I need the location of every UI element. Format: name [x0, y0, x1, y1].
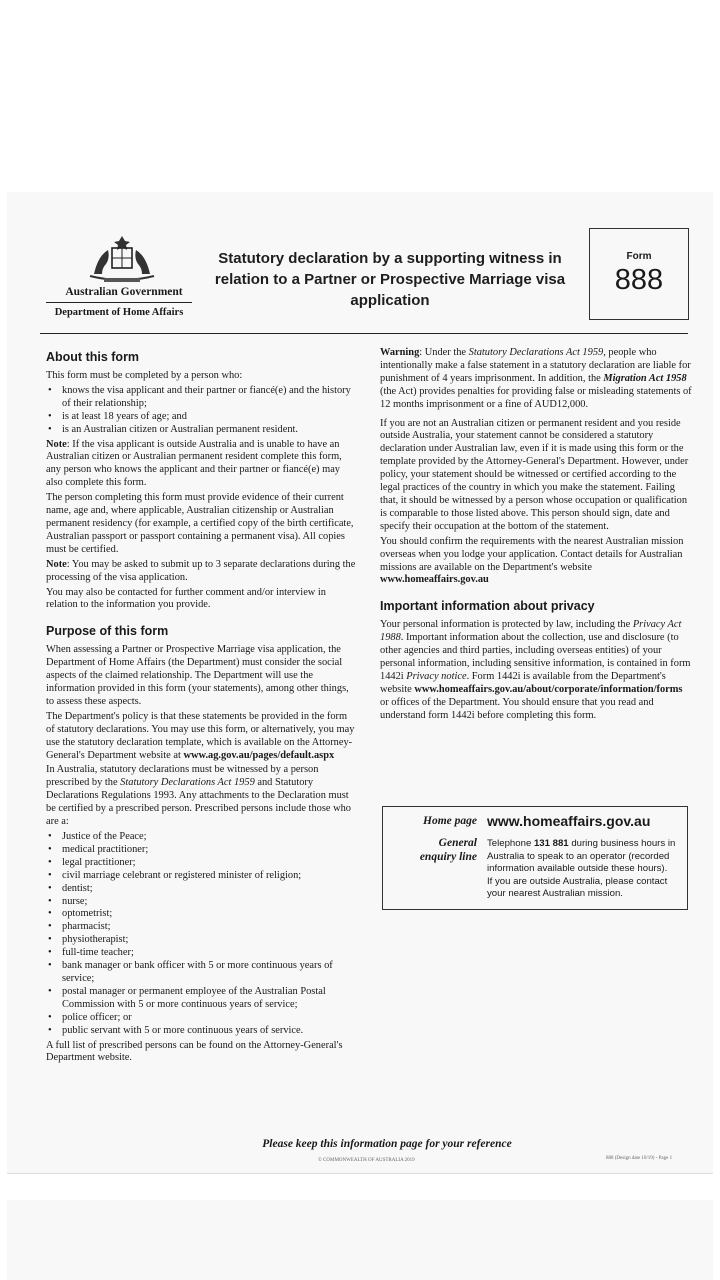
privacy-heading: Important information about privacy	[380, 599, 595, 614]
footer-note	[7, 1138, 720, 1150]
outside-text: You should confirm the requirements with the nearest Australian mission overseas when you lodge your application. Contact details for Australian missions are available on the Department's website	[380, 535, 684, 573]
warning-text: (the Act) provides penalties for providing false or misleading statements of 12 months imprisonment or a fine of AUD12,000.	[380, 385, 692, 410]
list-item: • optometrist;	[46, 908, 358, 921]
purpose-para-2	[46, 711, 358, 763]
about-intro: This form must be completed by a person who:	[46, 370, 243, 381]
home-page-link[interactable]: www.homeaffairs.gov.au	[487, 813, 651, 829]
purpose-text: and Statutory Declarations Regulations 1993. Any attachments to the Declaration must be certified by a prescribed person. Prescribed persons include those who are a:	[46, 777, 351, 828]
list-item: • police officer; or	[46, 1012, 358, 1025]
header-rule	[40, 333, 688, 334]
list-item: • knows the visa applicant and their partner or fiancé(e) and the history of their relationship;	[46, 385, 358, 411]
header-divider	[46, 302, 192, 303]
privacy-text: Your personal information is protected by law, including the	[380, 619, 631, 631]
purpose-para-4: A full list of prescribed persons can be found on the Attorney-General's Department website.	[46, 1039, 343, 1064]
department-name: Department of Home Affairs	[54, 307, 184, 318]
ag-link[interactable]: www.ag.gov.au/pages/default.aspx	[183, 749, 335, 761]
homeaffairs-link[interactable]: www.homeaffairs.gov.au	[380, 574, 489, 586]
purpose-para-3	[46, 764, 358, 829]
privacy-notice: Privacy notice	[406, 670, 467, 682]
enquiry-label-2: enquiry line	[419, 851, 477, 863]
note-label: Note	[46, 438, 67, 450]
purpose-text: In Australia, statutory declarations must be witnessed by a person prescribed by the	[46, 764, 319, 789]
outside-para-1: If you are not an Australian citizen or permanent resident and you reside outside Australia, your statement cannot be considered a statutory declaration under Australian law, even if it is made using this form or the template provided by the Attorney-General's Department. However, under policy, your statement should be witnessed or certified according to the legal practices of the country in which you make the statement. Failing that, it should be witnessed by a person whose occupation or qualification is comparable to those listed above. This person should sign, date and specify their occupation at the bottom of the statement.	[380, 417, 689, 532]
copyright: © COMMONWEALTH OF AUSTRALIA 2019	[318, 1158, 415, 1163]
enquiry-text: during business hours in Australia to speak to an operator (recorded information available outside these hours).	[487, 838, 676, 875]
warning-text: , people who intentionally make a false statement in a statutory declaration are liable for punishment of 4 years imprisonment. In addition, the	[380, 347, 691, 384]
enquiry-text: Telephone	[487, 838, 532, 849]
eligibility-list	[46, 385, 358, 437]
form-label: Form	[626, 251, 652, 262]
list-item: • civil marriage celebrant or registered minister of religion;	[46, 870, 358, 883]
purpose-heading: Purpose of this form	[46, 624, 169, 639]
form-number: 888	[614, 264, 664, 296]
home-page-label: Home page	[423, 815, 477, 827]
list-item: • legal practitioner;	[46, 857, 358, 870]
list-item: • dentist;	[46, 883, 358, 896]
warning-label: Warning	[380, 347, 420, 358]
enquiry-text: If you are outside Australia, please contact your nearest Australian mission.	[487, 875, 668, 900]
government-name: Australian Government	[65, 286, 183, 298]
about-contact: You may also be contacted for further comment and/or interview in relation to the information you provide.	[46, 586, 326, 611]
privacy-paragraph	[380, 619, 692, 722]
note-text: : You may be asked to submit up to 3 separate declarations during the processing of the visa application.	[46, 558, 356, 583]
note-text: : If the visa applicant is outside Australia and is unable to have an Australian citizen or Australian permanent resident complete this form, any person who knows the applicant and their partner or fiancé(e) may also complete this form.	[46, 438, 342, 489]
form-title: Statutory declaration by a supporting witness in relation to a Partner or Prospective Marriage visa application	[214, 250, 566, 309]
list-item: • physiotherapist;	[46, 934, 358, 947]
about-evidence: The person completing this form must provide evidence of their current name, age and, where applicable, Australian citizenship or Australian permanent residency (for example, a certified copy of the birth certificate, Australian passport or passport containing a permanent visa). All copies must be certified.	[46, 492, 354, 555]
enquiry-details	[487, 838, 683, 901]
list-item: • nurse;	[46, 896, 358, 909]
purpose-text: The Department's policy is that these statements be provided in the form of statutory declarations. You may use this form, or alternatively, you may use the statutory declaration template, which is available on the Attorney-General's Department website at	[46, 710, 355, 761]
about-note-1	[46, 439, 358, 491]
list-item: • Justice of the Peace;	[46, 831, 358, 844]
list-item: • pharmacist;	[46, 921, 358, 934]
privacy-text: . Form 1442i is available from the Department's website	[380, 670, 666, 695]
act-name: Migration Act 1958	[603, 372, 687, 384]
list-item: • is at least 18 years of age; and	[46, 411, 358, 424]
privacy-text: or offices of the Department. You should ensure that you read and understand form 1442i before completing this form.	[380, 696, 654, 721]
warning-paragraph	[380, 347, 692, 412]
enquiry-label-1: General	[438, 837, 477, 849]
contact-box	[382, 806, 688, 910]
list-item: • medical practitioner;	[46, 844, 358, 857]
warning-text: : Under the	[419, 347, 467, 358]
act-name: Statutory Declarations Act 1959	[120, 777, 255, 789]
form-number-box	[589, 228, 689, 320]
right-column	[380, 347, 692, 725]
act-name: Privacy Act 1988	[380, 619, 682, 644]
coat-of-arms-icon	[84, 234, 160, 284]
list-item: • full-time teacher;	[46, 947, 358, 960]
about-heading: About this form	[46, 350, 140, 364]
purpose-para-1: When assessing a Partner or Prospective Marriage visa application, the Department of Home Affairs (the Department) must consider the social aspects of the claimed relationship. The Department will use the information provided in this form (your statements), among other things, to assess these aspects.	[46, 644, 349, 707]
prescribed-persons-list	[46, 831, 358, 1038]
list-item: • bank manager or bank officer with 5 or more continuous years of service;	[46, 960, 358, 986]
phone-number[interactable]: 131 881	[533, 838, 569, 849]
act-name: Statutory Declarations Act 1959	[468, 347, 604, 358]
list-item: • postal manager or permanent employee of the Australian Postal Commission with 5 or more continuous years of service;	[46, 986, 358, 1012]
note-label: Note	[46, 558, 67, 570]
list-item: • public servant with 5 or more continuous years of service.	[46, 1025, 358, 1038]
left-column	[46, 350, 358, 1067]
page-reference: 888 (Design date 10/19) - Page 1	[606, 1156, 673, 1161]
about-note-2	[46, 559, 358, 585]
forms-link[interactable]: www.homeaffairs.gov.au/about/corporate/information/forms	[414, 683, 683, 695]
keep-page-text: Please keep this information page for your reference	[262, 1138, 512, 1150]
outside-para-2	[380, 536, 692, 588]
next-page-edge	[7, 1200, 713, 1280]
privacy-text: . Important information about the collection, use and disclosure (to other agencies and third parties, including overseas entities) of your personal information, including sensitive information, is contained in form 1442i	[380, 632, 691, 682]
list-item: • is an Australian citizen or Australian permanent resident.	[46, 424, 358, 437]
